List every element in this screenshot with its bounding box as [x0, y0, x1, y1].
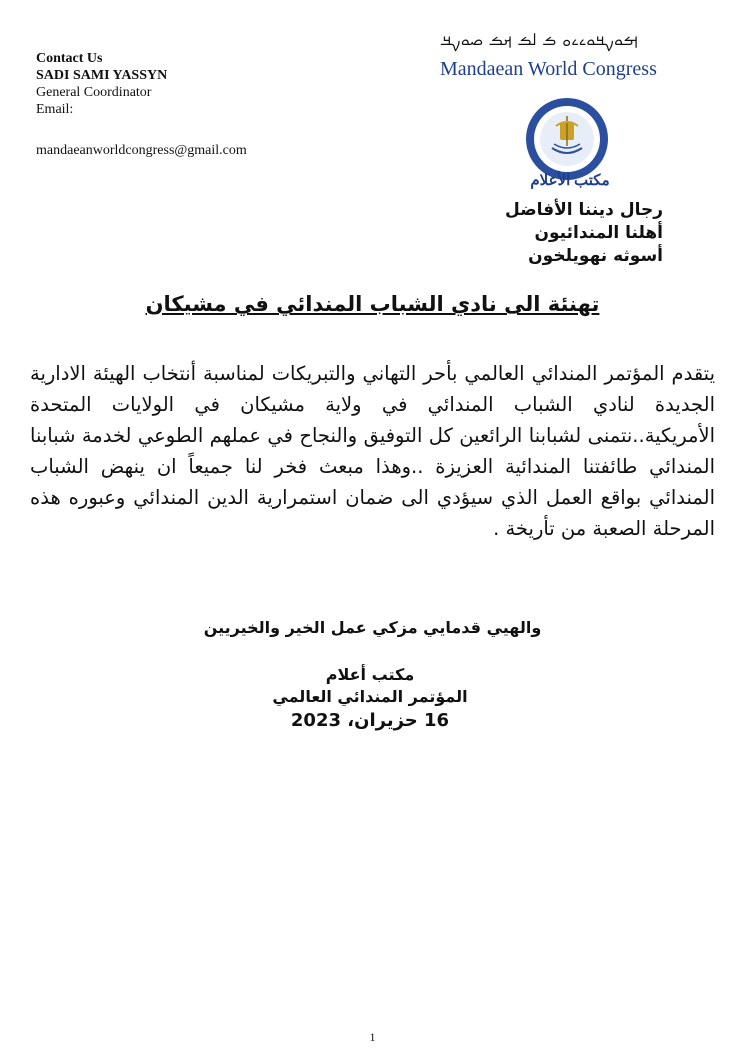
email-address: mandaeanworldcongress@gmail.com — [36, 143, 247, 158]
greeting-line-3: أسوثه نهويلخون — [528, 246, 663, 266]
letter-title: تهنئة الى نادي الشباب المندائي في مشيكان — [145, 292, 600, 316]
organization-name: Mandaean World Congress — [440, 58, 657, 80]
congress-seal-logo — [524, 96, 610, 182]
page-number: 1 — [369, 1030, 376, 1044]
body-paragraph: يتقدم المؤتمر المندائي العالمي بأحر التهاني والتبريكات لمناسبة أنتخاب الهيئة الادارية الجديدة لنادي الشباب المندائي في ولاية مشيكان في الولايات المتحدة الأمريكية..نتمنى لشبابنا الرائعين كل التوفيق والنجاح في عملهم الطوعي لخدمة شبابنا المندائي طائفتنا المندائية العزيزة ..وهذا مبعث فخر لنا جميعاً ان ينهض الشباب المندائي بواقع العمل الذي سيؤدي الى ضمان استمرارية الدين المندائي وعبوره هذه المرحلة الصعبة من تأريخة . — [30, 362, 715, 540]
signature-office: مكتب أعلام — [325, 665, 415, 684]
closing-blessing: والهيي قدمايي مزكي عمل الخير والخيريين — [203, 618, 542, 637]
greeting-line-2: أهلنا المندائيون — [534, 223, 663, 243]
greeting-line-1: رجال ديننا الأفاضل — [505, 200, 663, 220]
greeting-block — [505, 199, 663, 268]
mandaic-script-line: ࡌࡀࡍࡃࡀࡉࡉࡀ ࡏ ࡋࡏ ࡕࡏ ࡎࡀࡍࡃ — [440, 30, 639, 50]
email-label: Email: — [36, 102, 74, 117]
contact-role: General Coordinator — [36, 85, 152, 100]
contact-name: SADI SAMI YASSYN — [36, 68, 168, 83]
contact-title: Contact Us — [36, 51, 103, 66]
contact-block — [36, 50, 247, 159]
signature-organization: المؤتمر المندائي العالمي — [272, 687, 468, 706]
signature-block — [220, 664, 520, 734]
letter-body — [30, 358, 715, 544]
letter-date: 16 حزيران، 2023 — [290, 710, 450, 731]
media-office-label: مكتب الأعلام — [530, 173, 610, 189]
